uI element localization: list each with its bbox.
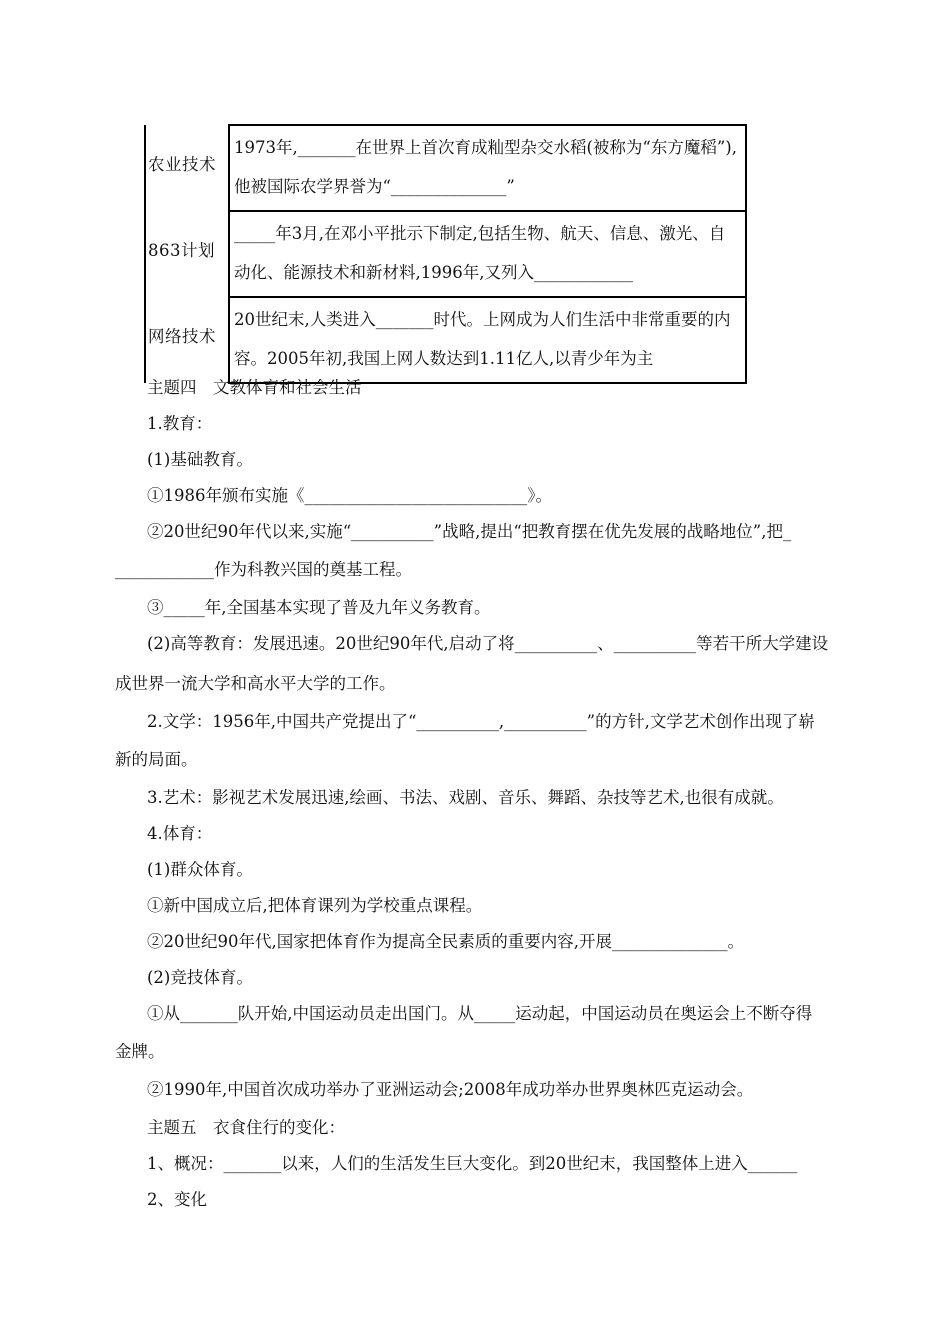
- section-heading-4: 主题四 文教体育和社会生活: [147, 378, 362, 397]
- row-content: _____年3月,在邓小平批示下制定,包括生物、航天、信息、激光、自动化、能源技术和新材料,1996年,又列入____________: [229, 211, 746, 297]
- text-line: ①新中国成立后,把体育课列为学校重点课程。: [147, 896, 483, 915]
- row-label: 农业技术: [145, 125, 229, 211]
- text-line: 金牌。: [115, 1042, 165, 1061]
- table-row: [145, 125, 746, 211]
- text-line: (2)高等教育：发展迅速。20世纪90年代,启动了将__________、__________等若干所大学建设: [147, 634, 829, 653]
- row-content: 1973年,_______在世界上首次育成籼型杂交水稻(被称为“东方魔稻”),他被国际农学界誉为“______________”: [229, 125, 746, 211]
- tech-table: [144, 124, 747, 384]
- text-line: 3.艺术：影视艺术发展迅速,绘画、书法、戏剧、音乐、舞蹈、杂技等艺术,也很有成就。: [147, 788, 784, 807]
- row-label: 网络技术: [145, 297, 229, 383]
- text-line: 4.体育：: [147, 824, 213, 843]
- row-label: 863计划: [145, 211, 229, 297]
- section-heading-5: 主题五 衣食住行的变化：: [147, 1118, 345, 1137]
- text-line: ____________作为科教兴国的奠基工程。: [115, 560, 412, 579]
- text-line: (2)竞技体育。: [147, 968, 253, 987]
- table-row: [145, 297, 746, 383]
- text-line: (1)基础教育。: [147, 450, 253, 469]
- text-line: 2.文学：1956年,中国共产党提出了“__________,__________”的方针,文学艺术创作出现了崭: [147, 712, 815, 731]
- text-line: ②20世纪90年代,国家把体育作为提高全民素质的重要内容,开展______________。: [147, 932, 744, 951]
- text-line: ③_____年,全国基本实现了普及九年义务教育。: [147, 598, 491, 617]
- text-line: ①1986年颁布实施《___________________________》。: [147, 486, 552, 505]
- text-line: 1.教育：: [147, 414, 213, 433]
- text-line: 1、概况：_______以来，人们的生活发生巨大变化。到20世纪末，我国整体上进入______: [147, 1154, 798, 1173]
- text-line: ①从_______队开始,中国运动员走出国门。从_____运动起，中国运动员在奥运会上不断夺得: [147, 1004, 813, 1023]
- text-line: 成世界一流大学和高水平大学的工作。: [115, 674, 396, 693]
- text-line: 2、变化: [147, 1190, 207, 1209]
- text-line: ②1990年,中国首次成功举办了亚洲运动会;2008年成功举办世界奥林匹克运动会。: [147, 1080, 754, 1099]
- text-line: (1)群众体育。: [147, 860, 253, 879]
- text-line: 新的局面。: [115, 750, 198, 769]
- row-content: 20世纪末,人类进入_______时代。上网成为人们生活中非常重要的内容。2005年初,我国上网人数达到1.11亿人,以青少年为主: [229, 297, 746, 383]
- table-row: [145, 211, 746, 297]
- text-line: ②20世纪90年代以来,实施“__________”战略,提出“把教育摆在优先发展的战略地位”,把_: [147, 522, 792, 541]
